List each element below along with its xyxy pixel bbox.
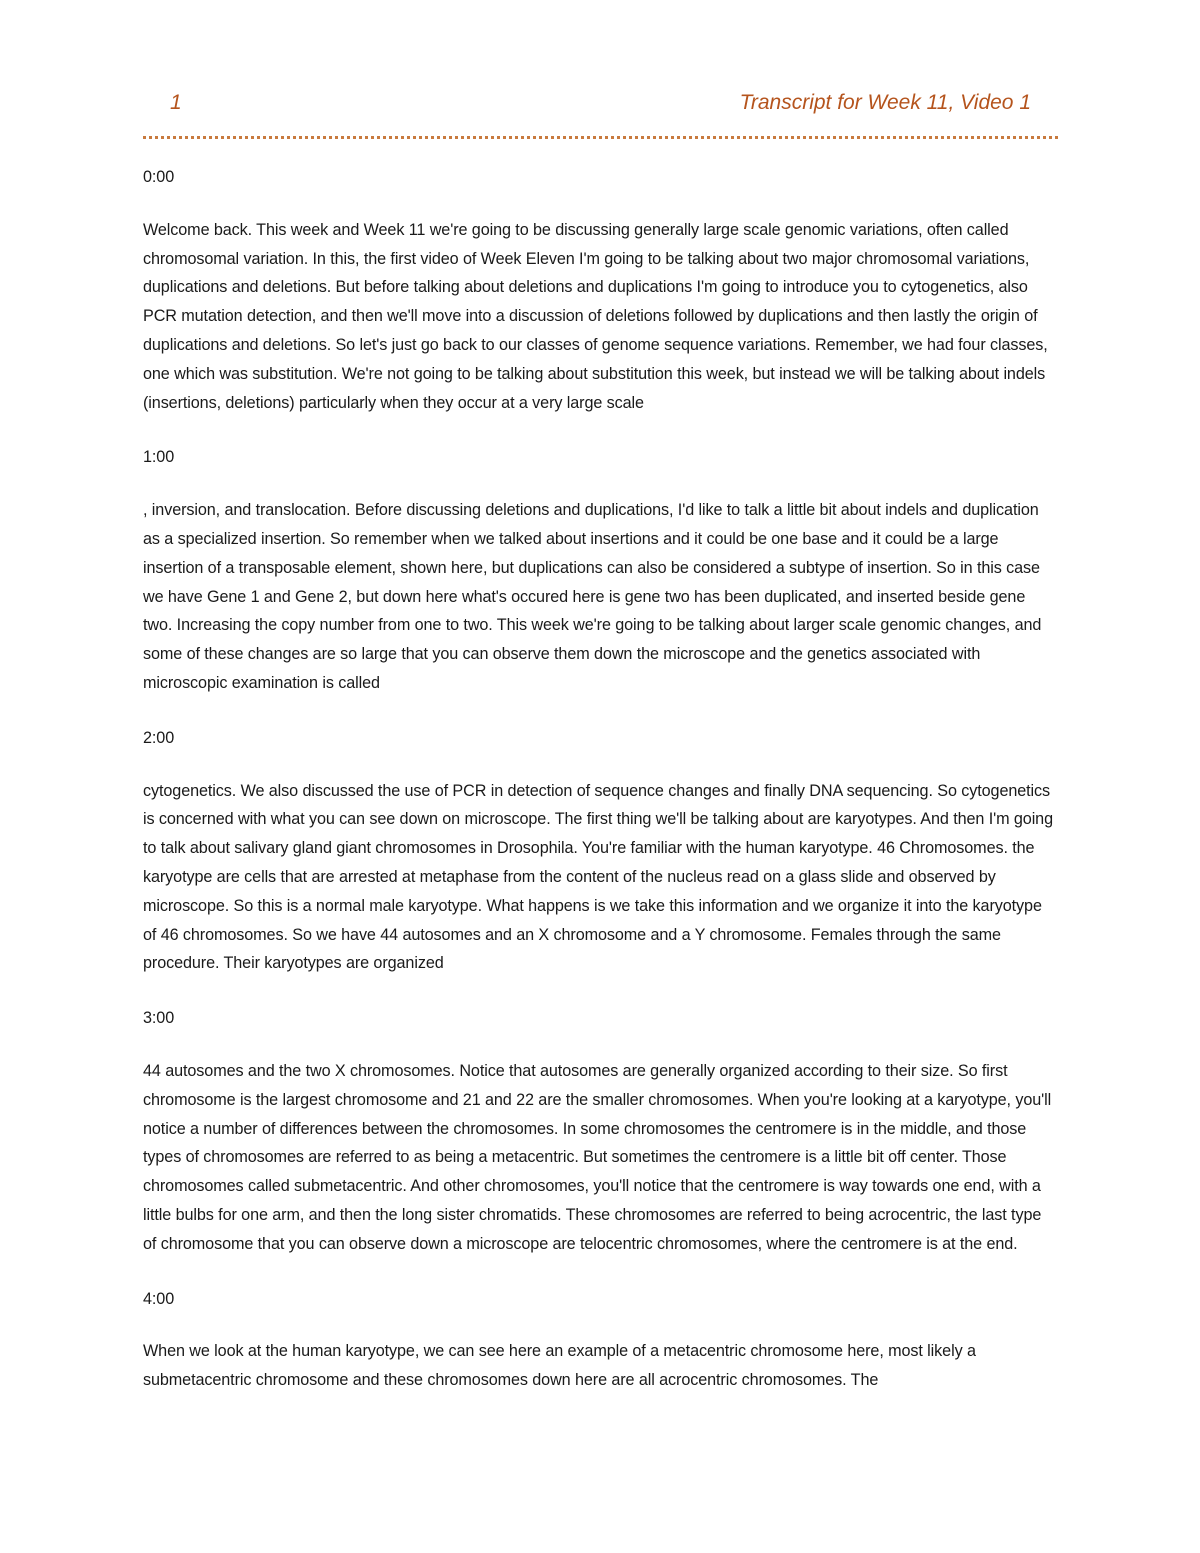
transcript-segment-0: [143, 163, 1058, 417]
transcript-segment-3: [143, 1004, 1058, 1258]
transcript-paragraph: cytogenetics. We also discussed the use of PCR in detection of sequence changes and finally DNA sequencing. So cytogenetics is concerned with what you can see down on microscope. The first thing we'll be talking about are karyotypes. And then I'm going to talk about salivary gland giant chromosomes in Drosophila. You're familiar with the human karyotype. 46 Chromosomes. the karyotype are cells that are arrested at metaphase from the content of the nucleus read on a glass slide and observed by microscope. So this is a normal male karyotype. What happens is we take this information and we organize it into the karyotype of 46 chromosomes. So we have 44 autosomes and an X chromosome and a Y chromosome. Females through the same procedure. Their karyotypes are organized: [143, 781, 1053, 973]
transcript-paragraph: 44 autosomes and the two X chromosomes. Notice that autosomes are generally organized according to their size. So first chromosome is the largest chromosome and 21 and 22 are the smaller chromosomes. When you're looking at a karyotype, you'll notice a number of differences between the chromosomes. In some chromosomes the centromere is in the middle, and those types of chromosomes are referred to as being a metacentric. But sometimes the centromere is a little bit off center. Those chromosomes called submetacentric. And other chromosomes, you'll notice that the centromere is way towards one end, with a little bulbs for one arm, and then the long sister chromatids. These chromosomes are referred to being acrocentric, the last type of chromosome that you can observe down a microscope are telocentric chromosomes, where the centromere is at the end.: [143, 1061, 1052, 1253]
page-header: [143, 88, 1058, 124]
transcript-segment-2: [143, 724, 1058, 978]
transcript-paragraph: When we look at the human karyotype, we can see here an example of a metacentric chromosome here, most likely a submetacentric chromosome and these chromosomes down here are all acrocentric chromosomes. The: [143, 1342, 976, 1390]
timestamp: 1:00: [143, 448, 175, 467]
timestamp: 3:00: [143, 1009, 175, 1028]
transcript-paragraph: Welcome back. This week and Week 11 we're going to be discussing generally large scale genomic variations, often called chromosomal variation. In this, the first video of Week Eleven I'm going to be talking about two major chromosomal variations, duplications and deletions. But before talking about deletions and duplications I'm going to introduce you to cytogenetics, also PCR mutation detection, and then we'll move into a discussion of deletions followed by duplications and then lastly the origin of duplications and deletions. So let's just go back to our classes of genome sequence variations. Remember, we had four classes, one which was substitution. We're not going to be talking about substitution this week, but instead we will be talking about indels (insertions, deletions) particularly when they occur at a very large scale: [143, 220, 1048, 412]
timestamp: 4:00: [143, 1289, 175, 1308]
timestamp: 2:00: [143, 728, 175, 747]
transcript-paragraph: , inversion, and translocation. Before discussing deletions and duplications, I'd like to talk a little bit about indels and duplication as a specialized insertion. So remember when we talked about insertions and it could be one base and it could be a large insertion of a transposable element, shown here, but duplications can also be considered a subtype of insertion. So in this case we have Gene 1 and Gene 2, but down here what's occured here is gene two has been duplicated, and inserted beside gene two. Increasing the copy number from one to two. This week we're going to be talking about larger scale genomic changes, and some of these changes are so large that you can observe them down the microscope and the genetics associated with microscopic examination is called: [143, 501, 1042, 692]
document-title: Transcript for Week 11, Video 1: [739, 91, 1031, 114]
transcript-segment-1: [143, 443, 1058, 697]
timestamp: 0:00: [143, 168, 175, 186]
transcript-segment-4: [143, 1285, 1058, 1395]
header-divider: [143, 136, 1058, 139]
page-number: 1: [170, 91, 182, 114]
transcript-body: [143, 163, 1058, 1421]
